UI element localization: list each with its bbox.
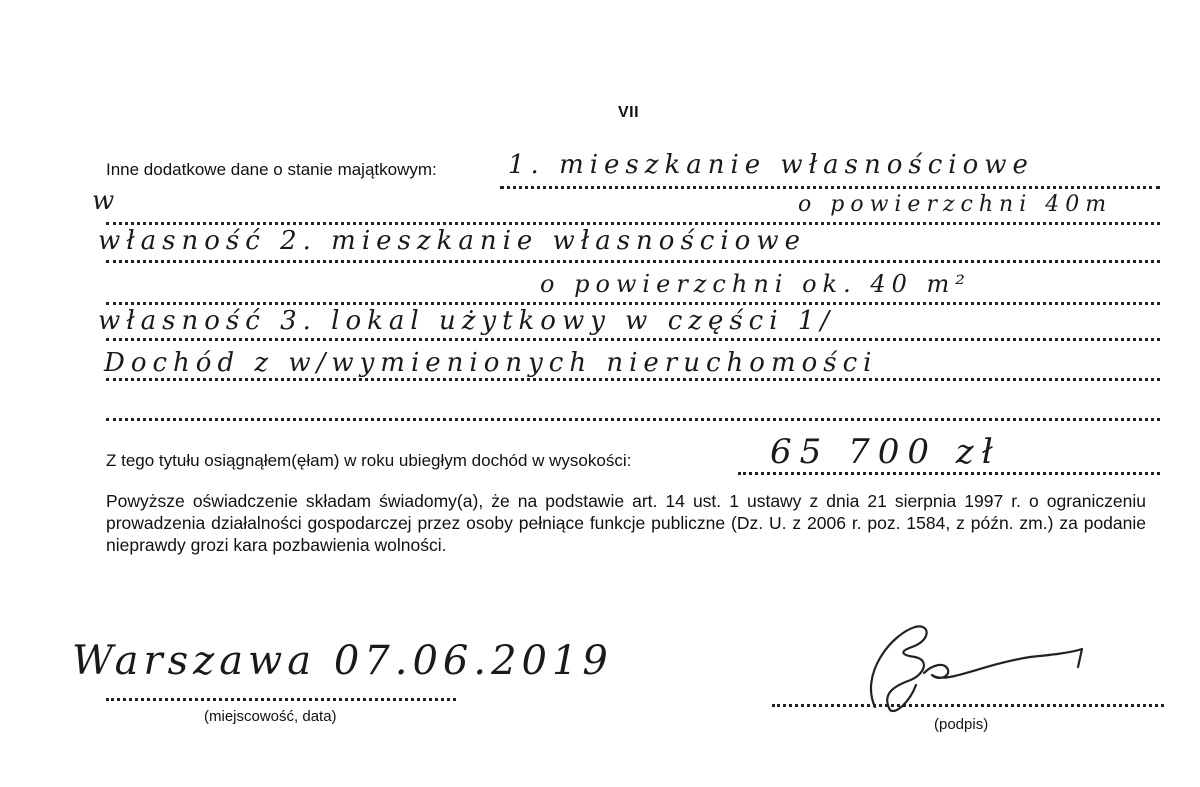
handwritten-line-1: 1. mieszkanie własnościowe [508, 150, 1034, 180]
income-label: Z tego tytułu osiągnąłem(ęłam) w roku ubiegłym dochód w wysokości: [106, 451, 632, 470]
section-number: VII [618, 104, 640, 121]
signature-line [772, 704, 1164, 707]
place-date-line [106, 698, 456, 701]
handwritten-line-3: o powierzchni 40m [798, 192, 1113, 217]
handwritten-line-7: Dochód z w/wymienionych nieruchomości [104, 348, 878, 378]
dotted-line [106, 260, 1160, 263]
dotted-line [106, 378, 1160, 381]
signature-caption: (podpis) [934, 716, 989, 733]
signature-scribble [820, 615, 1120, 725]
dotted-line [106, 222, 1160, 225]
dotted-line [500, 186, 1160, 189]
declaration-text: Powyższe oświadczenie składam świadomy(a), że na podstawie art. 14 ust. 1 ustawy z dnia 21 sierpnia 1997 r. o ograniczeniu prowadzenia działalności gospodarczej przez osoby pełniące funkcje publiczne (Dz. U. z 2006 r. poz. 1584, z późn. zm.) za podanie nieprawdy grozi kara pozbawienia wolności. [106, 491, 1146, 555]
handwritten-line-6: własność 3. lokal użytkowy w części 1/ [98, 306, 836, 336]
income-value: 65 700 zł [770, 432, 1001, 472]
dotted-line [106, 418, 1160, 421]
dotted-line [106, 302, 1160, 305]
place-date-caption: (miejscowość, data) [204, 708, 337, 725]
place-date-value: Warszawa 07.06.2019 [72, 638, 613, 684]
dotted-line [738, 472, 1160, 475]
handwritten-line-2: w [92, 186, 121, 216]
handwritten-line-4: własność 2. mieszkanie własnościowe [98, 226, 806, 256]
dotted-line [106, 338, 1160, 341]
other-data-label: Inne dodatkowe dane o stanie majątkowym: [106, 160, 437, 179]
handwritten-line-5: o powierzchni ok. 40 m² [540, 270, 971, 298]
